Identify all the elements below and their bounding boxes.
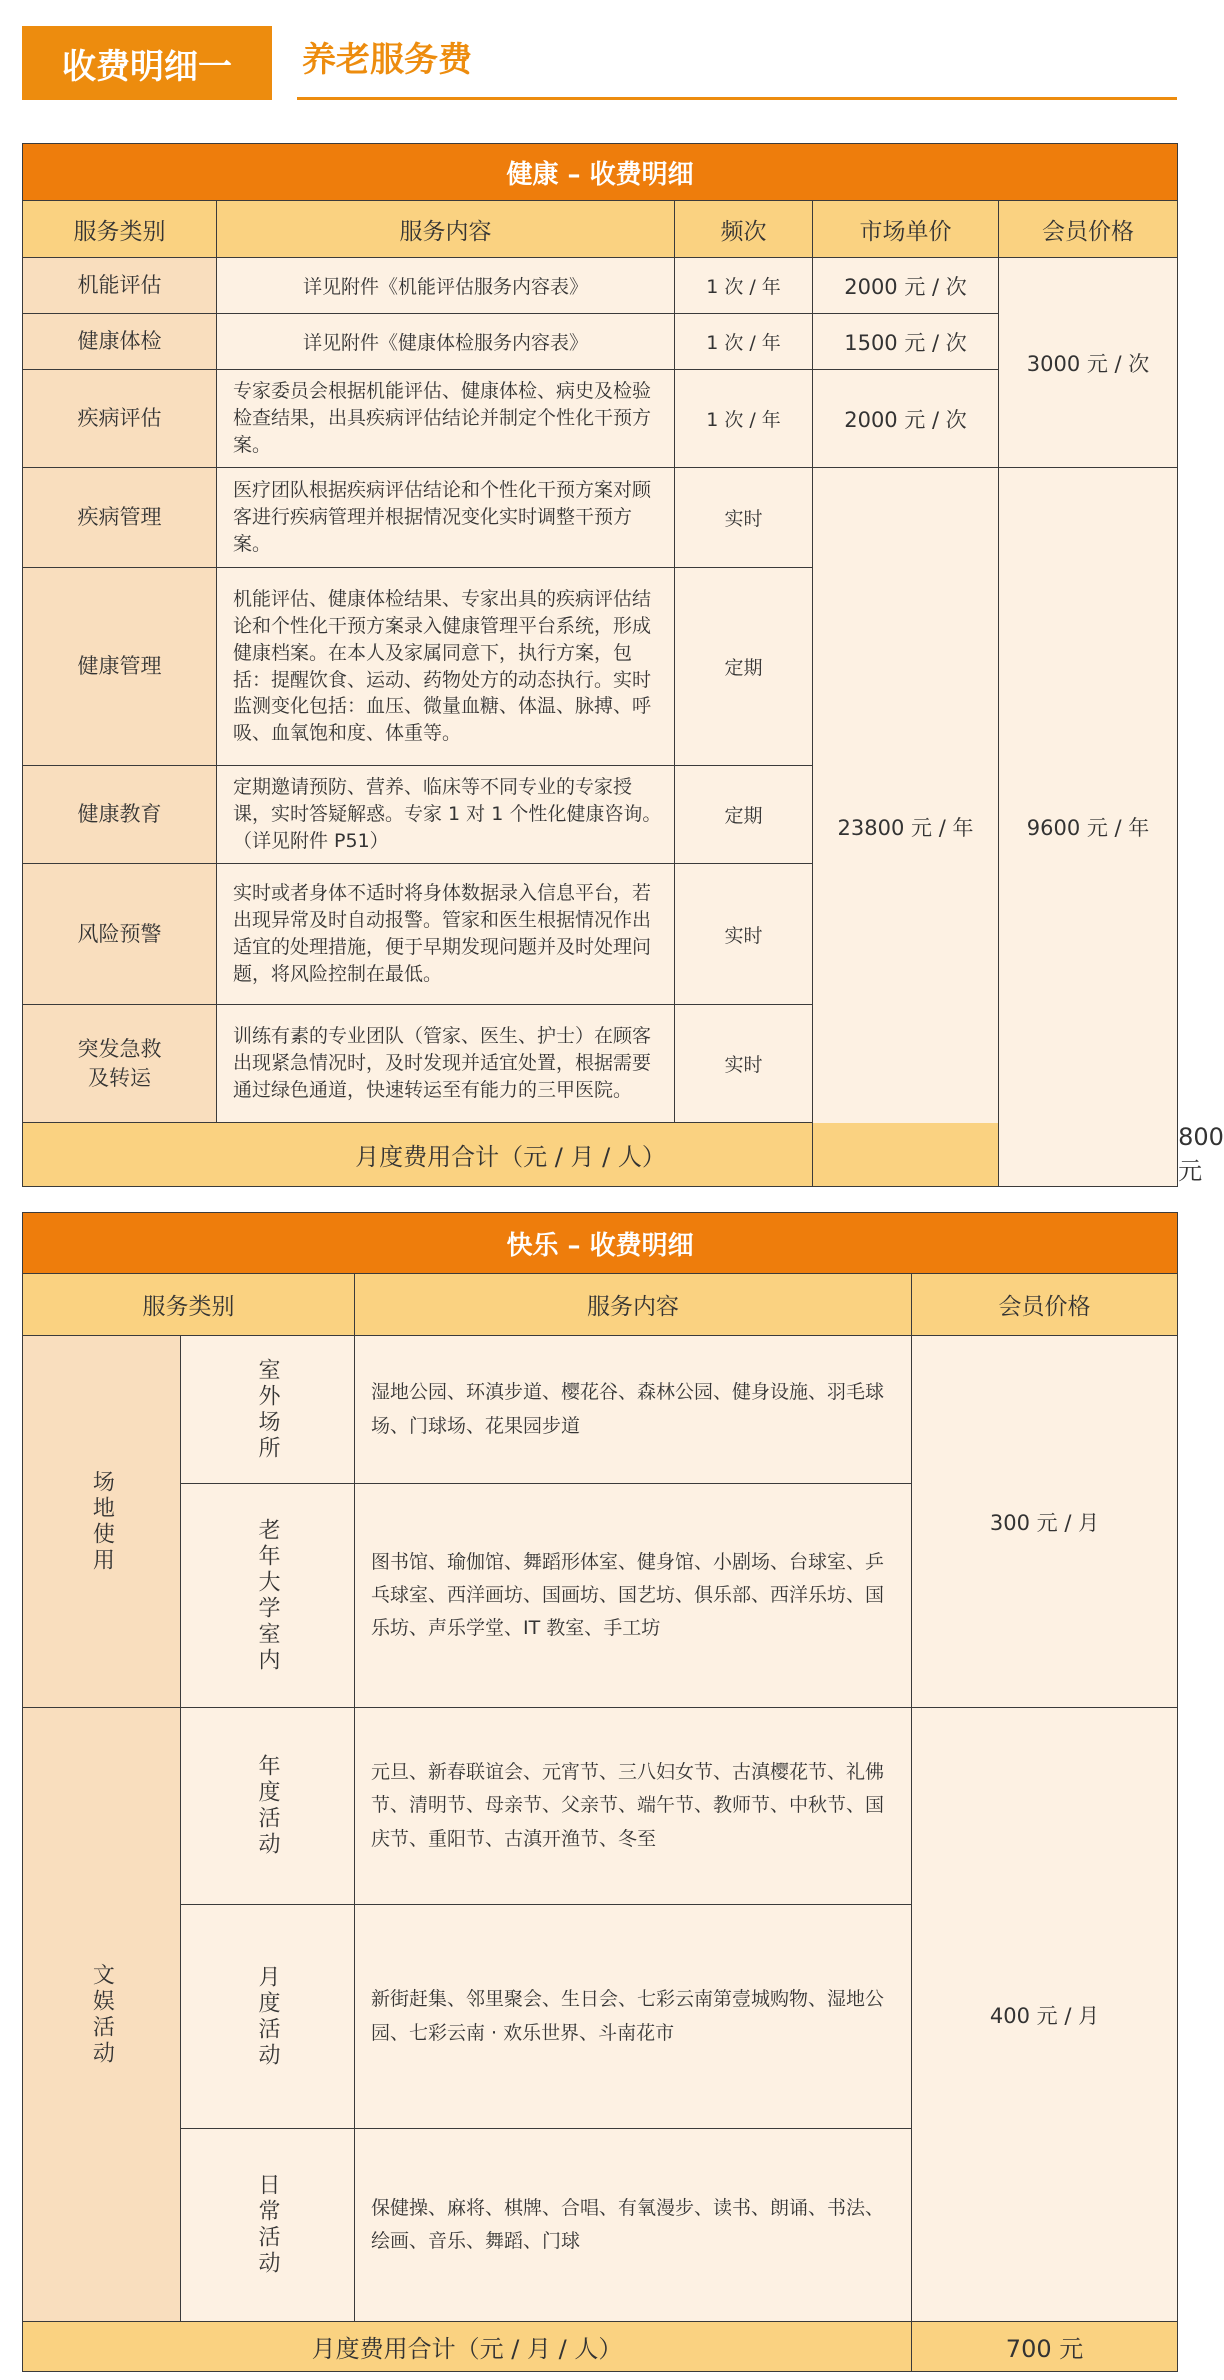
row-category: 疾病管理: [23, 468, 217, 568]
row-frequency: 1 次 / 年: [675, 370, 813, 468]
row-content: 实时或者身体不适时将身体数据录入信息平台，若出现异常及时自动报警。管家和医生根据情况作出适宜的处理措施，便于早期发现问题并及时处理问题，将风险控制在最低。: [217, 864, 675, 1005]
subcategory-label: 年度活动: [255, 1754, 280, 1858]
section-header: [22, 26, 1177, 100]
col-header-content: 服务内容: [355, 1274, 912, 1336]
col-header-category: 服务类别: [23, 1274, 355, 1336]
row-frequency: 定期: [675, 568, 813, 766]
health-fee-table: [22, 143, 1224, 1187]
subcategory-label: 老年大学室内: [255, 1517, 280, 1674]
col-header-member-price: 会员价格: [912, 1274, 1178, 1336]
row-frequency: 1 次 / 年: [675, 258, 813, 314]
row-content: 训练有素的专业团队（管家、医生、护士）在顾客出现紧急情况时，及时发现并适宜处置，根据需要通过绿色通道，快速转运至有能力的三甲医院。: [217, 1005, 675, 1123]
subcategory-cell: [181, 1905, 355, 2129]
row-content: 新街赶集、邻里聚会、生日会、七彩云南第壹城购物、湿地公园、七彩云南 · 欢乐世界、斗南花市: [355, 1905, 912, 2129]
happiness-fee-table: [22, 1212, 1178, 2372]
row-content: 图书馆、瑜伽馆、舞蹈形体室、健身馆、小剧场、台球室、乒乓球室、西洋画坊、国画坊、国艺坊、俱乐部、西洋乐坊、国乐坊、声乐学堂、IT 教室、手工坊: [355, 1484, 912, 1708]
subcategory-label: 月度活动: [255, 1964, 280, 2069]
col-header-market-price: 市场单价: [813, 201, 999, 258]
table-row: [23, 1708, 1178, 1905]
row-content: 医疗团队根据疾病评估结论和个性化干预方案对顾客进行疾病管理并根据情况变化实时调整干预方案。: [217, 468, 675, 568]
happy-table-banner: 快乐 – 收费明细: [23, 1213, 1178, 1274]
row-market-price: 1500 元 / 次: [813, 314, 999, 370]
section-subtitle: 养老服务费: [302, 40, 472, 80]
row-content: 保健操、麻将、棋牌、合唱、有氧漫步、读书、朗诵、书法、绘画、音乐、舞蹈、门球: [355, 2129, 912, 2322]
member-price-management: 9600 元 / 年: [999, 468, 1178, 1187]
row-content: 定期邀请预防、营养、临床等不同专业的专家授课，实时答疑解惑。专家 1 对 1 个性化健康咨询。（详见附件 P51）: [217, 766, 675, 864]
row-category: 风险预警: [23, 864, 217, 1005]
col-header-category: 服务类别: [23, 201, 217, 258]
row-market-price: 2000 元 / 次: [813, 370, 999, 468]
total-value: 700 元: [912, 2322, 1178, 2372]
subcategory-label: 室外场所: [255, 1357, 280, 1462]
row-frequency: 实时: [675, 864, 813, 1005]
subcategory-cell: [181, 1484, 355, 1708]
total-row: [23, 2322, 1178, 2372]
row-category: 疾病评估: [23, 370, 217, 468]
row-category: 健康教育: [23, 766, 217, 864]
subcategory-label: 日常活动: [255, 2173, 280, 2277]
row-market-price: 2000 元 / 次: [813, 258, 999, 314]
col-header-member-price: 会员价格: [999, 201, 1178, 258]
col-header-content: 服务内容: [217, 201, 675, 258]
row-content: 湿地公园、环滇步道、樱花谷、森林公园、健身设施、羽毛球场、门球场、花果园步道: [355, 1336, 912, 1484]
total-row: 月度费用合计（元 / 月 / 人） 800 元: [23, 1123, 1178, 1187]
group-category: [23, 1708, 181, 2322]
row-content: 详见附件《机能评估服务内容表》: [217, 258, 675, 314]
row-category: 健康体检: [23, 314, 217, 370]
total-label: 月度费用合计（元 / 月 / 人）: [23, 1123, 999, 1187]
table-row: [23, 258, 1178, 314]
row-frequency: 实时: [675, 1005, 813, 1123]
header-underline: [297, 97, 1177, 100]
row-category: 突发急救 及转运: [23, 1005, 217, 1123]
col-header-frequency: 频次: [675, 201, 813, 258]
health-table-banner: 健康 – 收费明细: [23, 144, 1178, 201]
table-row: [23, 1336, 1178, 1484]
total-label: 月度费用合计（元 / 月 / 人）: [23, 2322, 912, 2372]
group-label: 文娱活动: [89, 1962, 115, 2067]
row-content: 详见附件《健康体检服务内容表》: [217, 314, 675, 370]
group-category: [23, 1336, 181, 1708]
row-content: 机能评估、健康体检结果、专家出具的疾病评估结论和个性化干预方案录入健康管理平台系统，形成健康档案。在本人及家属同意下，执行方案，包括：提醒饮食、运动、药物处方的动态执行。实时监测变化包括：血压、微量血糖、体温、脉搏、呼吸、血氧饱和度、体重等。: [217, 568, 675, 766]
row-content: 专家委员会根据机能评估、健康体检、病史及检验检查结果，出具疾病评估结论并制定个性化干预方案。: [217, 370, 675, 468]
row-frequency: 定期: [675, 766, 813, 864]
row-content: 元旦、新春联谊会、元宵节、三八妇女节、古滇樱花节、礼佛节、清明节、母亲节、父亲节、端午节、教师节、中秋节、国庆节、重阳节、古滇开渔节、冬至: [355, 1708, 912, 1905]
subcategory-cell: [181, 1708, 355, 1905]
market-price-management: 23800 元 / 年: [813, 468, 999, 1187]
row-category: 健康管理: [23, 568, 217, 766]
subcategory-cell: [181, 2129, 355, 2322]
section-title: 收费明细一: [22, 26, 272, 100]
group-price: 300 元 / 月: [912, 1336, 1178, 1708]
row-frequency: 1 次 / 年: [675, 314, 813, 370]
group-price: 400 元 / 月: [912, 1708, 1178, 2322]
row-frequency: 实时: [675, 468, 813, 568]
subcategory-cell: [181, 1336, 355, 1484]
row-category: 机能评估: [23, 258, 217, 314]
group-label: 场地使用: [89, 1469, 115, 1574]
table-row: [23, 468, 1178, 568]
member-price-assessment: 3000 元 / 次: [999, 258, 1178, 468]
